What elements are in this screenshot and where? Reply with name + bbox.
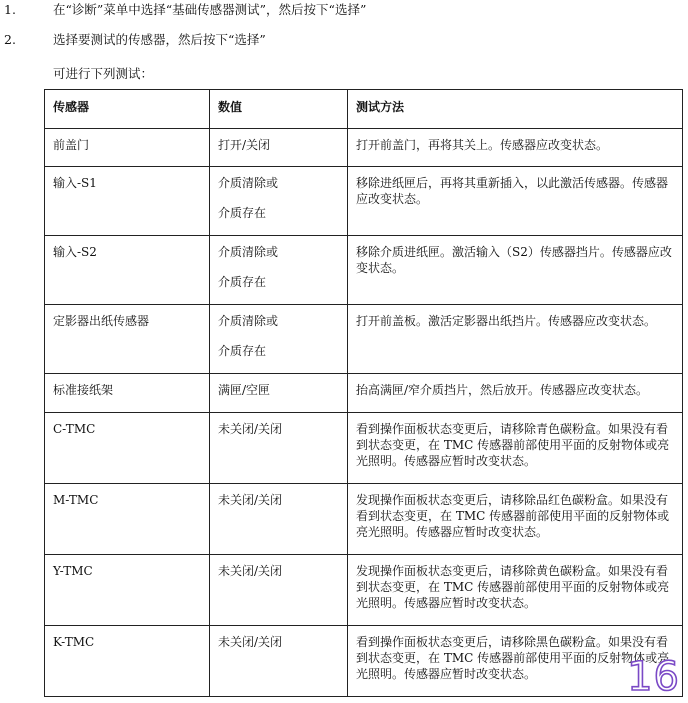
header-test-method: 测试方法 <box>348 90 683 129</box>
method-cell: 看到操作面板状态变更后，请移除黑色碳粉盒。如果没有看到状态变更，在 TMC 传感器前部使用平面的反射物体或亮光照明。传感器应暂时改变状态。 <box>348 626 683 697</box>
step-2 <box>0 32 266 48</box>
sensor-cell: C-TMC <box>45 413 210 484</box>
table-row <box>45 555 683 626</box>
table-row <box>45 129 683 167</box>
value-text: 介质存在 <box>218 275 267 289</box>
method-cell: 打开前盖门，再将其关上。传感器应改变状态。 <box>348 129 683 167</box>
value-text: 介质清除或 <box>218 176 279 190</box>
table-row <box>45 305 683 374</box>
value-text: 介质清除或 <box>218 314 279 328</box>
value-cell <box>210 167 348 236</box>
value-text: 未关闭/关闭 <box>218 564 283 578</box>
method-cell: 移除介质进纸匣。激活输入（S2）传感器挡片。传感器应改变状态。 <box>348 236 683 305</box>
step-1 <box>0 2 366 18</box>
table-row <box>45 236 683 305</box>
value-text: 未关闭/关闭 <box>218 422 283 436</box>
value-text: 介质存在 <box>218 206 267 220</box>
sensor-cell: 定影器出纸传感器 <box>45 305 210 374</box>
sensor-cell: 输入-S1 <box>45 167 210 236</box>
table-row <box>45 484 683 555</box>
page-number: 16 <box>627 654 680 700</box>
value-cell <box>210 236 348 305</box>
value-text: 满匣/空匣 <box>218 383 271 397</box>
value-cell <box>210 305 348 374</box>
method-cell: 发现操作面板状态变更后，请移除品红色碳粉盒。如果没有看到状态变更，在 TMC 传感器前部使用平面的反射物体或亮光照明。传感器应暂时改变状态。 <box>348 484 683 555</box>
table-row <box>45 413 683 484</box>
method-cell: 看到操作面板状态变更后，请移除青色碳粉盒。如果没有看到状态变更，在 TMC 传感器前部使用平面的反射物体或亮光照明。传感器应暂时改变状态。 <box>348 413 683 484</box>
method-cell: 打开前盖板。激活定影器出纸挡片。传感器应改变状态。 <box>348 305 683 374</box>
value-text: 介质清除或 <box>218 245 279 259</box>
method-cell: 移除进纸匣后，再将其重新插入，以此激活传感器。传感器应改变状态。 <box>348 167 683 236</box>
table-header-row <box>45 90 683 129</box>
step-2-text: 选择要测试的传感器，然后按下“选择” <box>53 32 266 47</box>
table-row <box>45 626 683 697</box>
method-cell: 抬高满匣/窄介质挡片，然后放开。传感器应改变状态。 <box>348 374 683 413</box>
value-text: 介质存在 <box>218 344 267 358</box>
sensor-test-table <box>44 89 683 700</box>
value-text: 未关闭/关闭 <box>218 493 283 507</box>
method-cell: 发现操作面板状态变更后，请移除黄色碳粉盒。如果没有看到状态变更，在 TMC 传感器前部使用平面的反射物体或亮光照明。传感器应暂时改变状态。 <box>348 555 683 626</box>
sensor-cell: 标准接纸架 <box>45 374 210 413</box>
sensor-cell: Y-TMC <box>45 555 210 626</box>
table-row <box>45 374 683 413</box>
sensor-cell: 输入-S2 <box>45 236 210 305</box>
value-cell <box>210 484 348 555</box>
value-cell <box>210 555 348 626</box>
value-cell <box>210 413 348 484</box>
step-1-number: 1. <box>4 2 16 17</box>
value-cell <box>210 626 348 697</box>
intro-text: 可进行下列测试： <box>53 66 154 81</box>
sensor-cell: K-TMC <box>45 626 210 697</box>
sensor-cell: M-TMC <box>45 484 210 555</box>
value-text: 未关闭/关闭 <box>218 635 283 649</box>
step-1-text: 在“诊断”菜单中选择“基础传感器测试”，然后按下“选择” <box>53 2 367 17</box>
sensor-cell: 前盖门 <box>45 129 210 167</box>
step-2-number: 2. <box>4 32 16 47</box>
value-cell <box>210 374 348 413</box>
header-value: 数值 <box>210 90 348 129</box>
value-cell <box>210 129 348 167</box>
table-row <box>45 167 683 236</box>
value-text: 打开/关闭 <box>218 138 271 152</box>
header-sensor: 传感器 <box>45 90 210 129</box>
